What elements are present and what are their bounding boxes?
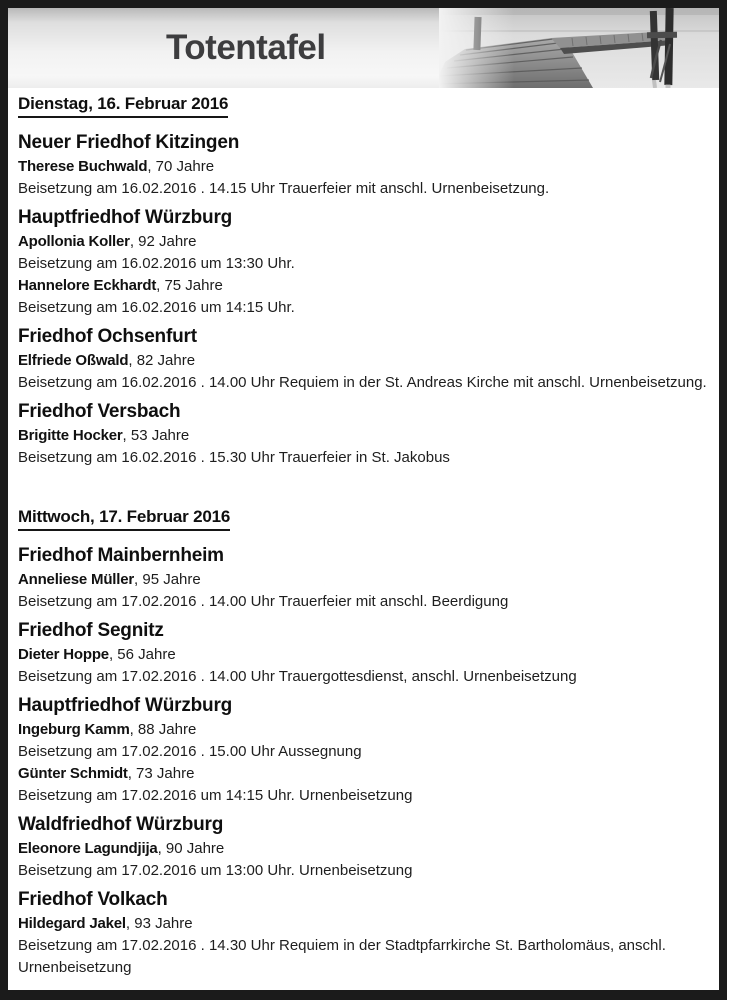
- cemetery-heading: Hauptfriedhof Würzburg: [18, 207, 233, 228]
- deceased-name: Eleonore Lagundjija: [18, 840, 158, 857]
- deceased-name: Brigitte Hocker: [18, 427, 123, 444]
- death-notice-entry: [18, 838, 709, 882]
- deceased-age: , 92 Jahre: [129, 233, 197, 250]
- deceased-age: , 95 Jahre: [134, 571, 201, 588]
- funeral-details: Beisetzung am 16.02.2016 . 14.15 Uhr Trauerfeier mit anschl. Urnenbeisetzung.: [18, 180, 550, 197]
- death-notice-entry: [18, 913, 709, 979]
- cemetery-list: [18, 543, 709, 979]
- death-notice-entry: [18, 644, 709, 688]
- deceased-age: , 75 Jahre: [156, 277, 223, 294]
- cemetery-heading: Waldfriedhof Würzburg: [18, 814, 224, 835]
- page-title: Totentafel: [166, 28, 326, 67]
- date-heading: Dienstag, 16. Februar 2016: [18, 94, 228, 118]
- entry-list: [18, 913, 709, 979]
- cemetery-block: [18, 205, 709, 319]
- deceased-name: Apollonia Koller: [18, 233, 130, 250]
- funeral-details: Beisetzung am 16.02.2016 . 15.30 Uhr Trauerfeier in St. Jakobus: [18, 449, 450, 466]
- cemetery-block: [18, 887, 709, 979]
- death-notice-entry: [18, 156, 709, 200]
- header-banner: [8, 8, 719, 88]
- entry-list: [18, 569, 709, 613]
- death-notice-entry: [18, 719, 709, 763]
- cemetery-list: [18, 130, 709, 469]
- cemetery-block: [18, 543, 709, 613]
- funeral-details: Beisetzung am 17.02.2016 . 14.00 Uhr Trauergottesdienst, anschl. Urnenbeisetzung: [18, 668, 577, 685]
- cemetery-heading: Friedhof Volkach: [18, 889, 168, 910]
- deceased-name: Therese Buchwald: [18, 158, 148, 175]
- deceased-age: , 90 Jahre: [157, 840, 225, 857]
- death-notice-entry: [18, 350, 709, 394]
- entry-list: [18, 350, 709, 394]
- entry-name-line: [18, 156, 709, 178]
- cemetery-heading: Friedhof Segnitz: [18, 620, 164, 641]
- announcement-list: [8, 88, 719, 979]
- funeral-details: Beisetzung am 17.02.2016 . 14.30 Uhr Requiem in der Stadtpfarrkirche St. Bartholomäus, anschl. Urnenbeisetzung: [18, 937, 666, 976]
- cemetery-heading: Friedhof Mainbernheim: [18, 545, 224, 566]
- entry-name-line: [18, 644, 709, 666]
- deceased-name: Hildegard Jakel: [18, 915, 126, 932]
- entry-list: [18, 838, 709, 882]
- entry-list: [18, 644, 709, 688]
- entry-name-line: [18, 350, 709, 372]
- funeral-details: Beisetzung am 16.02.2016 . 14.00 Uhr Requiem in der St. Andreas Kirche mit anschl. Urnenbeisetzung.: [18, 374, 707, 391]
- entry-name-line: [18, 763, 709, 785]
- deceased-name: Anneliese Müller: [18, 571, 135, 588]
- cemetery-block: [18, 618, 709, 688]
- cemetery-heading: Hauptfriedhof Würzburg: [18, 695, 233, 716]
- funeral-details: Beisetzung am 16.02.2016 um 13:30 Uhr.: [18, 255, 295, 272]
- entry-list: [18, 156, 709, 200]
- death-notice-entry: [18, 425, 709, 469]
- funeral-details: Beisetzung am 16.02.2016 um 14:15 Uhr.: [18, 299, 295, 316]
- entry-name-line: [18, 719, 709, 741]
- entry-name-line: [18, 913, 709, 935]
- cemetery-heading: Neuer Friedhof Kitzingen: [18, 132, 240, 153]
- entry-name-line: [18, 275, 709, 297]
- deceased-age: , 70 Jahre: [147, 158, 215, 175]
- cemetery-block: [18, 399, 709, 469]
- deceased-age: , 56 Jahre: [108, 646, 176, 663]
- pier-photo-image: [439, 8, 719, 88]
- cemetery-block: [18, 812, 709, 882]
- death-notice-entry: [18, 275, 709, 319]
- funeral-details: Beisetzung am 17.02.2016 um 14:15 Uhr. Urnenbeisetzung: [18, 787, 413, 804]
- funeral-details: Beisetzung am 17.02.2016 . 15.00 Uhr Aussegnung: [18, 743, 362, 760]
- entry-list: [18, 425, 709, 469]
- cemetery-heading: Friedhof Ochsenfurt: [18, 326, 197, 347]
- deceased-name: Dieter Hoppe: [18, 646, 109, 663]
- cemetery-heading: Friedhof Versbach: [18, 401, 181, 422]
- cemetery-block: [18, 324, 709, 394]
- date-heading: Mittwoch, 17. Februar 2016: [18, 507, 230, 531]
- death-notice-entry: [18, 569, 709, 613]
- deceased-name: Hannelore Eckhardt: [18, 277, 157, 294]
- entry-list: [18, 719, 709, 807]
- death-notice-entry: [18, 231, 709, 275]
- deceased-age: , 82 Jahre: [128, 352, 196, 369]
- entry-name-line: [18, 569, 709, 591]
- deceased-age: , 93 Jahre: [125, 915, 193, 932]
- entry-name-line: [18, 231, 709, 253]
- cemetery-block: [18, 693, 709, 807]
- cemetery-block: [18, 130, 709, 200]
- day-section: [18, 507, 709, 979]
- death-notice-entry: [18, 763, 709, 807]
- deceased-name: Elfriede Oßwald: [18, 352, 129, 369]
- funeral-details: Beisetzung am 17.02.2016 um 13:00 Uhr. Urnenbeisetzung: [18, 862, 413, 879]
- deceased-name: Ingeburg Kamm: [18, 721, 130, 738]
- deceased-age: , 88 Jahre: [129, 721, 197, 738]
- entry-list: [18, 231, 709, 319]
- deceased-age: , 53 Jahre: [122, 427, 190, 444]
- entry-name-line: [18, 838, 709, 860]
- day-section: [18, 94, 709, 469]
- deceased-age: , 73 Jahre: [127, 765, 195, 782]
- entry-name-line: [18, 425, 709, 447]
- deceased-name: Günter Schmidt: [18, 765, 128, 782]
- funeral-details: Beisetzung am 17.02.2016 . 14.00 Uhr Trauerfeier mit anschl. Beerdigung: [18, 593, 509, 610]
